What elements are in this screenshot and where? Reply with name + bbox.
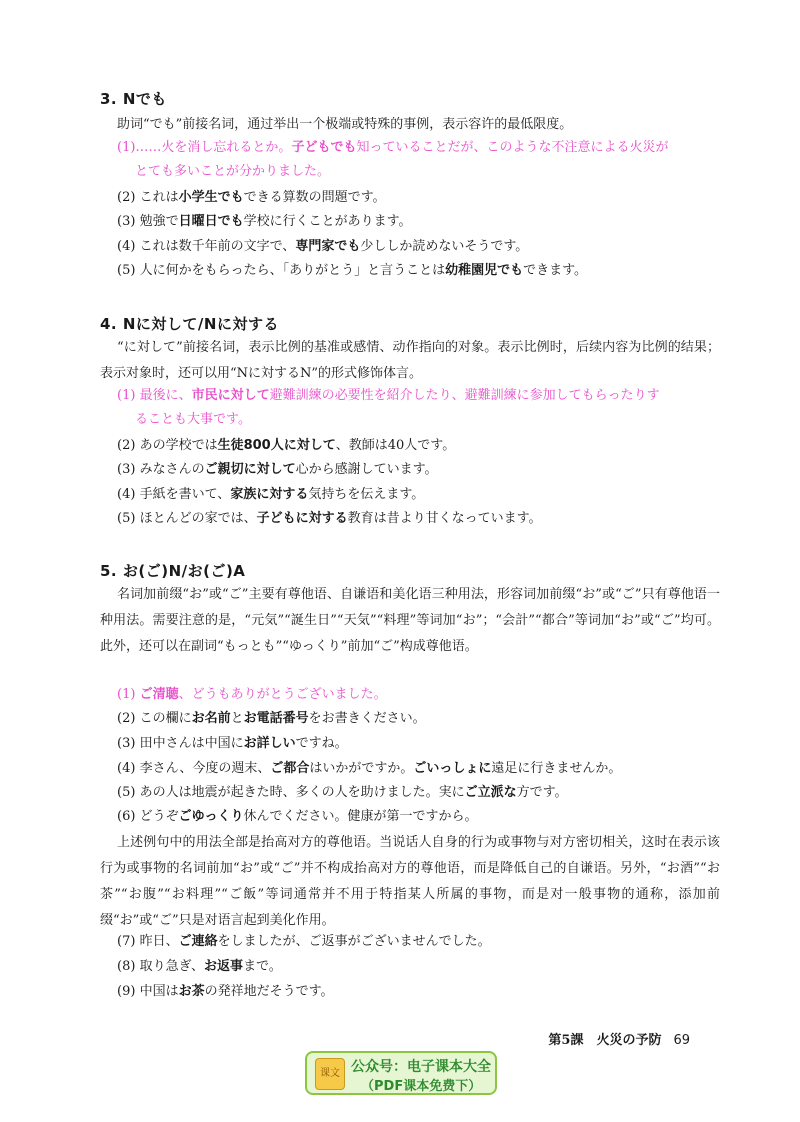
book-icon: 课文: [315, 1058, 345, 1090]
example-4-4: (4) 手紙を書いて、家族に対する気持ちを伝えます。: [117, 487, 425, 502]
section-heading-4: 4. Nに対して/Nに対する: [100, 315, 279, 333]
example-3-3: (3) 勉強で日曜日でも学校に行くことがあります。: [117, 214, 412, 229]
example-3-5: (5) 人に何かをもらったら、「ありがとう」と言うことは幼稚園児でもできます。: [117, 263, 588, 278]
example-5-6: (6) どうぞごゆっくり休んでください。健康が第一ですから。: [117, 809, 478, 824]
example-3-2: (2) これは小学生でもできる算数の問題です。: [117, 190, 386, 205]
example-5-7: (7) 昨日、ご連絡をしましたが、ご返事がございませんでした。: [117, 934, 491, 949]
section-desc-5: 名词加前缀“お”或“ご”主要有尊他语、自谦语和美化语三种用法，形容词加前缀“お”或“ご”只有尊他语一种用法。需要注意的是，“元気”“誕生日”“天気”“料理”等词加“お”；“会計”“都合”等词加“お”或“ご”均可。此外，还可以在副词“もっとも”“ゆっくり”前加“ご”构成尊他语。: [100, 587, 720, 654]
stamp-line-1: 公众号：电子课本大全: [351, 1059, 491, 1075]
example-5-5: (5) あの人は地震が起きた時、多くの人を助けました。実にご立派な方です。: [117, 785, 568, 800]
section-desc-3: 助词“でも”前接名词，通过举出一个极端或特殊的事例，表示容许的最低限度。: [117, 117, 573, 132]
example-3-4: (4) これは数千年前の文字で、専門家でも少ししか読めないそうです。: [117, 239, 529, 254]
example-5-9: (9) 中国はお茶の発祥地だそうです。: [117, 984, 334, 999]
lesson-title: 第5課 火災の予防: [548, 1033, 662, 1048]
page-footer: [548, 1029, 690, 1048]
example-5-1: (1) ご清聴、どうもありがとうございました。: [117, 687, 387, 702]
section-heading-3: 3. Nでも: [100, 90, 167, 108]
example-4-3: (3) みなさんのご親切に対して心から感謝しています。: [117, 462, 438, 477]
example-4-5: (5) ほとんどの家では、子どもに対する教育は昔より甘くなっています。: [117, 511, 542, 526]
section-heading-5: 5. お(ご)N/お(ご)A: [100, 562, 246, 580]
section-desc-5-note: 上述例句中的用法全部是抬高对方的尊他语。当说话人自身的行为或事物与对方密切相关，这时在表示该行为或事物的名词前加“お”或“ご”并不构成抬高对方的尊他语，而是降低自己的自谦语。另外，“お酒”“お茶”“お腹”“お料理”“ご飯”等词通常并不用于特指某人所属的事物，而是对一般事物的通称，添加前缀“お”或“ご”只是对语言起到美化作用。: [100, 835, 720, 928]
example-4-2: (2) あの学校では生徒800人に対して、教師は40人です。: [117, 438, 456, 453]
example-4-1: (1) 最後に、市民に対して避難訓練の必要性を紹介したり、避難訓練に参加してもらったりす ることも大事です。: [117, 388, 660, 427]
example-5-3: (3) 田中さんは中国にお詳しいですね。: [117, 736, 348, 751]
stamp-line-2: （PDF课本免费下）: [361, 1079, 482, 1094]
watermark-stamp: [305, 1051, 497, 1095]
example-5-8: (8) 取り急ぎ、お返事まで。: [117, 959, 282, 974]
section-desc-4: “に対して”前接名词，表示比例的基准或感情、动作指向的对象。表示比例时，后续内容为比例的结果；表示对象时，还可以用“Nに対するN”的形式修饰体言。: [100, 340, 720, 381]
page-number: 69: [673, 1033, 690, 1048]
example-3-1: (1)……火を消し忘れるとか。子どもでも知っていることだが、このような不注意による火災が とても多いことが分かりました。: [117, 140, 669, 179]
example-5-4: (4) 李さん、今度の週末、ご都合はいかがですか。ごいっしょに遠足に行きませんか。: [117, 761, 622, 776]
example-5-2: (2) この欄にお名前とお電話番号をお書きください。: [117, 711, 426, 726]
